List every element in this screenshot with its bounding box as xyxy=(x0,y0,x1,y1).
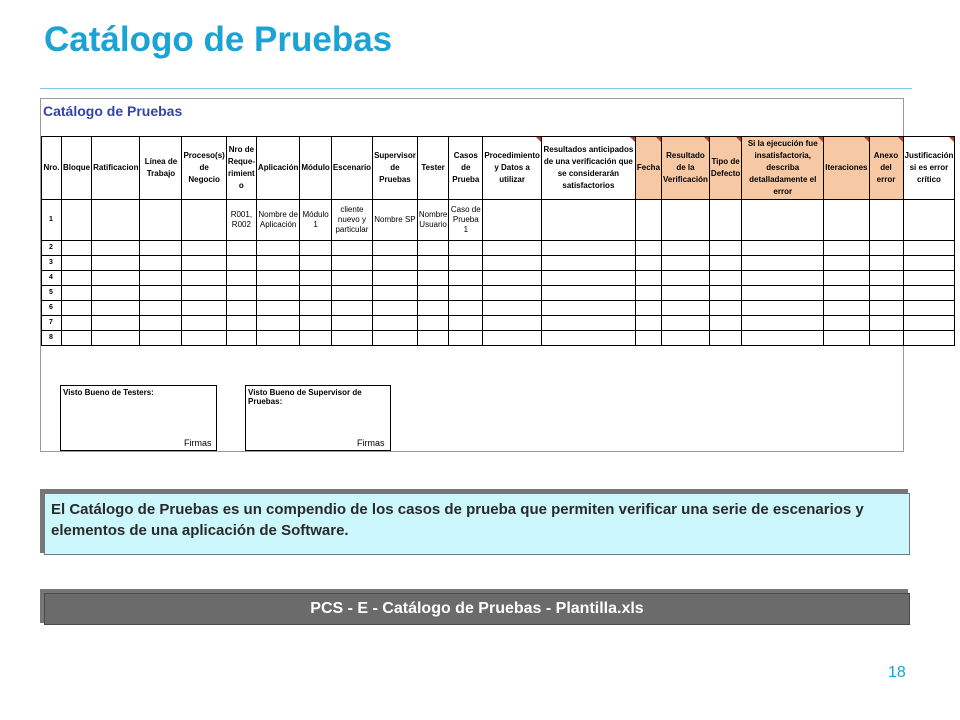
table-cell xyxy=(226,256,256,271)
row-number-cell: 2 xyxy=(42,241,62,256)
page-number: 18 xyxy=(888,664,906,681)
table-cell xyxy=(256,286,299,301)
table-cell xyxy=(449,286,483,301)
table-cell xyxy=(709,286,741,301)
firmas-supervisor-label: Firmas xyxy=(357,438,385,448)
table-cell xyxy=(903,241,955,256)
table-cell xyxy=(92,331,140,346)
column-header: Casos de Prueba xyxy=(449,137,483,200)
visto-bueno-testers-label: Visto Bueno de Testers: xyxy=(63,388,154,397)
column-header: Nro de Reque-rimient o xyxy=(226,137,256,200)
table-cell xyxy=(541,301,635,316)
table-row xyxy=(42,301,955,316)
table-cell xyxy=(635,331,661,346)
table-cell xyxy=(300,331,331,346)
table-cell xyxy=(742,286,824,301)
column-header: Iteraciones xyxy=(824,137,869,200)
table-cell xyxy=(373,271,418,286)
table-cell xyxy=(662,271,710,286)
table-cell xyxy=(182,256,226,271)
table-cell xyxy=(256,241,299,256)
table-cell xyxy=(256,256,299,271)
table-cell xyxy=(742,316,824,331)
row-number-cell: 1 xyxy=(42,200,62,241)
table-cell xyxy=(662,200,710,241)
table-cell xyxy=(824,200,869,241)
table-cell xyxy=(541,256,635,271)
table-cell xyxy=(331,331,372,346)
column-header: Si la ejecución fue insatisfactoria, describa detalladamente el error xyxy=(742,137,824,200)
column-header: Anexo del error xyxy=(869,137,903,200)
table-cell xyxy=(140,256,182,271)
table-cell xyxy=(662,256,710,271)
table-row xyxy=(42,256,955,271)
table-cell xyxy=(373,286,418,301)
table-cell xyxy=(903,256,955,271)
table-row xyxy=(42,241,955,256)
visto-bueno-supervisor-box xyxy=(245,385,391,451)
table-cell xyxy=(742,241,824,256)
table-cell xyxy=(300,241,331,256)
comment-marker-icon xyxy=(864,137,869,142)
column-header: Tipo de Defecto xyxy=(709,137,741,200)
table-cell: cliente nuevo y particular xyxy=(331,200,372,241)
table-cell xyxy=(417,316,448,331)
comment-marker-icon xyxy=(818,137,823,142)
table-cell xyxy=(417,271,448,286)
table-cell xyxy=(903,331,955,346)
table-cell xyxy=(62,200,92,241)
table-cell xyxy=(226,286,256,301)
table-cell xyxy=(140,316,182,331)
column-header: Supervisor de Pruebas xyxy=(373,137,418,200)
table-cell xyxy=(869,331,903,346)
table-cell xyxy=(331,241,372,256)
column-header: Justificación si es error crítico xyxy=(903,137,955,200)
table-cell xyxy=(92,241,140,256)
table-cell xyxy=(449,316,483,331)
table-cell xyxy=(742,256,824,271)
table-cell xyxy=(300,286,331,301)
table-cell xyxy=(140,301,182,316)
table-cell: Nombre Usuario xyxy=(417,200,448,241)
table-cell: R001, R002 xyxy=(226,200,256,241)
table-cell xyxy=(662,286,710,301)
table-cell xyxy=(256,271,299,286)
table-cell xyxy=(709,301,741,316)
table-cell xyxy=(483,331,542,346)
table-row xyxy=(42,331,955,346)
column-header: Aplicación xyxy=(256,137,299,200)
table-cell xyxy=(226,316,256,331)
table-cell xyxy=(869,200,903,241)
table-cell xyxy=(140,286,182,301)
firmas-testers-label: Firmas xyxy=(184,438,212,448)
comment-marker-icon xyxy=(736,137,741,142)
table-cell xyxy=(417,301,448,316)
table-cell xyxy=(449,271,483,286)
description-box: El Catálogo de Pruebas es un compendio de los casos de prueba que permiten verificar una serie de escenarios y elementos de una aplicación de Software. xyxy=(44,493,910,555)
table-cell xyxy=(824,271,869,286)
table-cell xyxy=(62,256,92,271)
table-cell xyxy=(256,331,299,346)
comment-marker-icon xyxy=(949,137,954,142)
table-cell xyxy=(182,271,226,286)
table-cell xyxy=(635,286,661,301)
table-cell xyxy=(635,241,661,256)
table-cell xyxy=(709,271,741,286)
comment-marker-icon xyxy=(536,137,541,142)
table-cell xyxy=(331,271,372,286)
header-row xyxy=(42,137,955,200)
table-cell xyxy=(662,316,710,331)
table-cell xyxy=(483,271,542,286)
visto-bueno-supervisor-label: Visto Bueno de Supervisor de Pruebas: xyxy=(248,388,362,406)
table-cell xyxy=(869,286,903,301)
table-cell xyxy=(182,241,226,256)
table-cell xyxy=(92,200,140,241)
table-cell xyxy=(140,200,182,241)
table-cell xyxy=(709,241,741,256)
table-cell xyxy=(331,316,372,331)
column-header: Procedimiento y Datos a utilizar xyxy=(483,137,542,200)
table-cell xyxy=(824,256,869,271)
column-header: Línea de Trabajo xyxy=(140,137,182,200)
comment-marker-icon xyxy=(898,137,903,142)
table-cell xyxy=(662,241,710,256)
table-cell xyxy=(182,301,226,316)
column-header: Módulo xyxy=(300,137,331,200)
table-cell xyxy=(62,316,92,331)
table-cell: Módulo 1 xyxy=(300,200,331,241)
table-cell xyxy=(903,200,955,241)
table-cell xyxy=(742,331,824,346)
table-cell xyxy=(903,271,955,286)
table-cell xyxy=(256,316,299,331)
table-cell xyxy=(449,256,483,271)
table-cell xyxy=(541,316,635,331)
comment-marker-icon xyxy=(656,137,661,142)
column-header: Tester xyxy=(417,137,448,200)
table-cell xyxy=(635,301,661,316)
table-cell xyxy=(226,331,256,346)
table-cell xyxy=(709,316,741,331)
table-cell xyxy=(824,241,869,256)
table-cell xyxy=(300,256,331,271)
table-cell xyxy=(869,301,903,316)
table-cell xyxy=(635,256,661,271)
table-cell xyxy=(824,286,869,301)
table-cell xyxy=(300,316,331,331)
table-cell xyxy=(869,241,903,256)
table-cell xyxy=(709,331,741,346)
table-cell xyxy=(869,316,903,331)
visto-bueno-testers-box xyxy=(60,385,217,451)
table-cell xyxy=(62,301,92,316)
table-cell xyxy=(373,256,418,271)
table-cell xyxy=(373,316,418,331)
table-cell xyxy=(635,200,661,241)
table-cell: Nombre SP xyxy=(373,200,418,241)
table-cell xyxy=(417,331,448,346)
row-number-cell: 5 xyxy=(42,286,62,301)
table-cell xyxy=(140,241,182,256)
table-cell xyxy=(483,301,542,316)
column-header: Fecha xyxy=(635,137,661,200)
sheet-title: Catálogo de Pruebas xyxy=(43,103,183,119)
table-cell xyxy=(635,316,661,331)
column-header: Resultado de la Verificación xyxy=(662,137,710,200)
table-cell xyxy=(226,241,256,256)
table-cell xyxy=(92,271,140,286)
table-cell xyxy=(449,241,483,256)
table-cell xyxy=(92,316,140,331)
comment-marker-icon xyxy=(630,137,635,142)
table-cell xyxy=(417,286,448,301)
table-cell xyxy=(92,301,140,316)
file-name-bar: PCS - E - Catálogo de Pruebas - Plantilla.xls xyxy=(44,593,910,625)
table-cell xyxy=(742,301,824,316)
table-cell xyxy=(62,241,92,256)
table-cell xyxy=(417,241,448,256)
table-cell xyxy=(182,316,226,331)
table-cell xyxy=(541,286,635,301)
table-cell xyxy=(662,331,710,346)
table-cell xyxy=(140,331,182,346)
table-cell xyxy=(373,241,418,256)
table-cell xyxy=(483,286,542,301)
table-cell xyxy=(824,301,869,316)
table-cell xyxy=(92,256,140,271)
table-cell xyxy=(62,331,92,346)
table-cell xyxy=(709,256,741,271)
comment-marker-icon xyxy=(704,137,709,142)
table-cell xyxy=(869,256,903,271)
table-cell xyxy=(824,331,869,346)
table-cell xyxy=(449,301,483,316)
table-cell xyxy=(541,200,635,241)
table-cell xyxy=(483,316,542,331)
table-cell xyxy=(635,271,661,286)
table-cell xyxy=(483,200,542,241)
table-cell xyxy=(903,301,955,316)
table-cell xyxy=(62,271,92,286)
table-cell xyxy=(140,271,182,286)
row-number-cell: 3 xyxy=(42,256,62,271)
table-cell xyxy=(92,286,140,301)
table-cell xyxy=(373,301,418,316)
table-cell xyxy=(541,331,635,346)
table-cell xyxy=(182,286,226,301)
title-divider xyxy=(40,88,912,89)
table-cell xyxy=(300,271,331,286)
table-cell xyxy=(331,286,372,301)
table-row xyxy=(42,316,955,331)
column-header: Escenario xyxy=(331,137,372,200)
table-cell xyxy=(300,301,331,316)
table-cell xyxy=(331,256,372,271)
table-cell xyxy=(483,256,542,271)
table-cell xyxy=(449,331,483,346)
table-cell xyxy=(331,301,372,316)
slide-title: Catálogo de Pruebas xyxy=(44,20,393,59)
table-cell xyxy=(869,271,903,286)
table-cell xyxy=(742,271,824,286)
table-cell xyxy=(709,200,741,241)
column-header: Proceso(s) de Negocio xyxy=(182,137,226,200)
table-cell xyxy=(226,301,256,316)
table-cell: Caso de Prueba 1 xyxy=(449,200,483,241)
table-cell xyxy=(62,286,92,301)
table-cell xyxy=(182,200,226,241)
column-header: Bloque xyxy=(62,137,92,200)
table-cell xyxy=(373,331,418,346)
table-cell xyxy=(182,331,226,346)
catalog-table xyxy=(41,136,955,346)
row-number-cell: 4 xyxy=(42,271,62,286)
table-row xyxy=(42,200,955,241)
table-cell xyxy=(742,200,824,241)
table-cell: Nombre de Aplicación xyxy=(256,200,299,241)
table-cell xyxy=(256,301,299,316)
table-cell xyxy=(226,271,256,286)
table-row xyxy=(42,271,955,286)
table-cell xyxy=(541,271,635,286)
column-header: Nro. xyxy=(42,137,62,200)
table-row xyxy=(42,286,955,301)
column-header: Resultados anticipados de una verificación que se considerarán satisfactorios xyxy=(541,137,635,200)
table-cell xyxy=(483,241,542,256)
table-cell xyxy=(417,256,448,271)
row-number-cell: 6 xyxy=(42,301,62,316)
table-cell xyxy=(824,316,869,331)
column-header: Ratificacion xyxy=(92,137,140,200)
table-cell xyxy=(662,301,710,316)
row-number-cell: 7 xyxy=(42,316,62,331)
table-cell xyxy=(903,286,955,301)
row-number-cell: 8 xyxy=(42,331,62,346)
table-cell xyxy=(903,316,955,331)
table-cell xyxy=(541,241,635,256)
